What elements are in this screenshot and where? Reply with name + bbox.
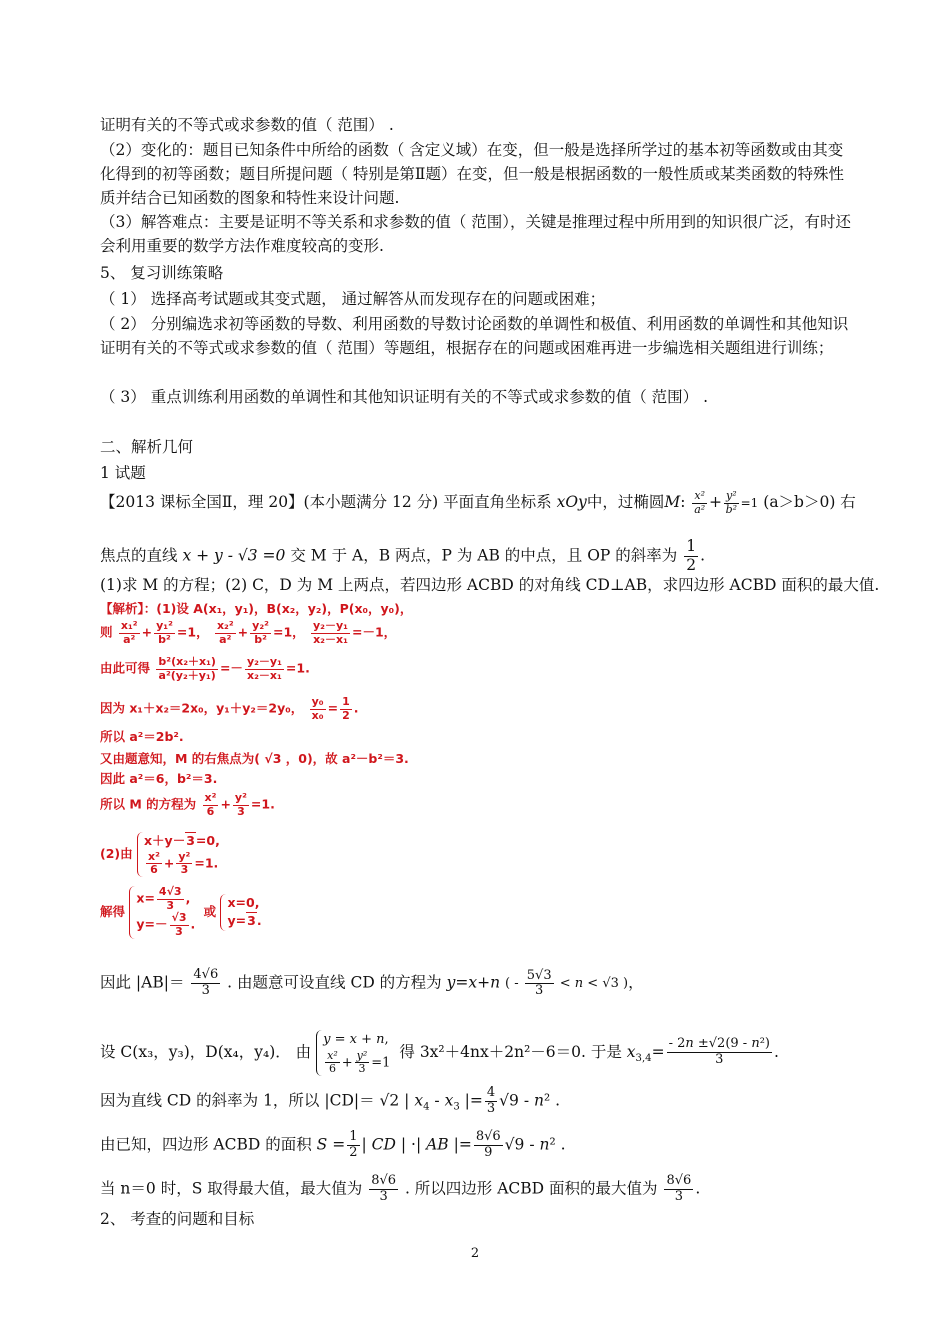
question-parts: (1)求 M 的方程；(2) C，D 为 M 上两点，若四边形 ACBD 的对角线 CD⊥AB，求四边形 ACBD 面积的最大值. bbox=[100, 576, 880, 594]
solution-text: 则 bbox=[100, 624, 113, 640]
solution-line: 由此可得 $\frac{\text{b²(x₂＋x₁)}}{\text{a²(y₂＋y₁)}}$ =－ $\frac{\text{y₂－y₁}}{\text{x₂－x₁}}$ =1. bbox=[100, 655, 310, 682]
solution-line: 所以 M 的方程为 $\frac{\text{x²}}{6}$ + $\frac{\text{y²}}{3}$ =1. bbox=[100, 791, 275, 818]
question-text: 焦点的直线 bbox=[100, 546, 178, 565]
solution-text: 因为 x₁＋x₂＝2x₀，y₁＋y₂＝2y₀， bbox=[100, 700, 304, 716]
strategy-item: （ 3） 重点训练利用函数的单调性和其他知识证明有关的不等式或求参数的值（ 范围） . bbox=[100, 388, 708, 406]
section-heading: 2、 考查的问题和目标 bbox=[100, 1210, 255, 1228]
section-heading: 5、 复习训练策略 bbox=[100, 264, 224, 282]
question-text: 交 M 于 A，B 两点，P 为 AB 的中点，且 OP 的斜率为 bbox=[290, 546, 678, 565]
ellipse-condition: (a＞b＞0) 右 bbox=[763, 493, 856, 512]
solution-text: ：(1)设 A(x₁，y₁)，B(x₂，y₂)，P(x₀，y₀)， bbox=[143, 601, 413, 616]
ellipse-frac-y: $\frac{\text{y²}}{\text{b²}}$ bbox=[725, 489, 738, 516]
solution-line: 因此 a²＝6，b²＝3. bbox=[100, 771, 218, 786]
slope-fraction: $\frac{1}{2}$ bbox=[686, 537, 697, 574]
solution-line: 当 n＝0 时，S 取得最大值，最大值为 $\frac{8√6}{3}$ . 所以四边形 ACBD 面积的最大值为 $\frac{8√6}{3}$ . bbox=[100, 1173, 701, 1204]
solution-line: 因此 |AB|＝ $\frac{4√6}{3}$ . 由题意可设直线 CD 的方程为 y=x+n ( - $\frac{5√3}{3}$ < n < √3 )， bbox=[100, 967, 644, 999]
question-line: 【2013 课标全国Ⅱ，理 20】(本小题满分 12 分) 平面直角坐标系 xOy中，过椭圆M: $\frac{\text{x²}}{\text{a²}}$ + $\frac{\text{y²}}{\text{b²}}$ =1 (a＞b＞0) 右 bbox=[100, 489, 856, 516]
ellipse-frac-x: $\frac{\text{x²}}{\text{a²}}$ bbox=[694, 489, 706, 516]
solution-text: . 由题意可设直线 CD 的方程为 bbox=[227, 973, 442, 992]
solution-text: 设 C(x₃，y₃)，D(x₄，y₄)． 由 bbox=[100, 1042, 312, 1061]
solution-line bbox=[100, 598, 412, 620]
solution-line: 则 $\frac{\text{x₁²}}{\text{a²}}$ + $\frac{\text{y₁²}}{\text{b²}}$ =1， $\frac{\text{x₂²}}{\text{a²}}$ + $\frac{\text{y₂²}}{\text{b²}}$ =1， $\frac{\text{y₂－y₁}}{\text{x₂－x₁}}$ =－1， bbox=[100, 619, 397, 646]
question-text: 中，过椭圆 bbox=[586, 493, 665, 512]
text-line: 证明有关的不等式或求参数的值（ 范围） . bbox=[100, 116, 394, 134]
solution-line: (2)由 x＋y－3=0, $\frac{\text{x²}}{6}$ + $\frac{\text{y²}}{3}$ =1. bbox=[100, 832, 224, 877]
strategy-item: （ 2） 分别编选求初等函数的导数、利用函数的导数讨论函数的单调性和极值、利用函数的单调性和其他知识证明有关的不等式或求参数的值（ 范围）等题组，根据存在的问题或困难再进一步编选相关题组进行训练； bbox=[100, 315, 849, 357]
page-number: 2 bbox=[470, 1246, 480, 1261]
solution-text: 解得 bbox=[100, 903, 126, 919]
line-equation: x + y - √3 =0 bbox=[182, 546, 286, 565]
solution-text: 所以 M 的方程为 bbox=[100, 796, 197, 812]
solution-text: 因为直线 CD 的斜率为 1，所以 |CD|＝ bbox=[100, 1091, 375, 1110]
solution-text: 因此 |AB|＝ bbox=[100, 973, 185, 992]
question-source: 【2013 课标全国Ⅱ，理 20】(本小题满分 12 分) 平面直角坐标系 bbox=[100, 493, 552, 512]
solution-text: 得 3x²＋4nx＋2n²－6＝0. 于是 bbox=[399, 1042, 622, 1061]
solution-line: 因为 x₁＋x₂＝2x₀，y₁＋y₂＝2y₀， $\frac{\text{y₀}}{\text{x₀}}$ = $\frac{1}{2}$ . bbox=[100, 695, 359, 722]
subsection-heading: 1 试题 bbox=[100, 464, 146, 482]
question-line: 焦点的直线 x + y - √3 =0 交 M 于 A，B 两点，P 为 AB 的中点，且 OP 的斜率为 $\frac{1}{2}$ . bbox=[100, 537, 706, 574]
strategy-item: （ 1） 选择高考试题或其变式题， 通过解答从而发现存在的问题或困难； bbox=[100, 290, 606, 308]
solution-line: 又由题意知，M 的右焦点为( √3 ，0)，故 a²－b²＝3. bbox=[100, 751, 409, 766]
solution-text: 当 n＝0 时，S 取得最大值，最大值为 bbox=[100, 1179, 363, 1198]
section-heading: 二、解析几何 bbox=[100, 438, 194, 456]
solution-line: 因为直线 CD 的斜率为 1，所以 |CD|＝ √2 | $x_4 - x_3$ |= $\frac{4}{3}$ √9 - n² . bbox=[100, 1085, 561, 1116]
solution-text: (2)由 bbox=[100, 846, 133, 862]
solution-text: 或 bbox=[203, 903, 217, 919]
solution-text: 由此可得 bbox=[100, 660, 151, 676]
solution-tag: 【解析】 bbox=[100, 601, 144, 616]
paragraph-difficulty: （3）解答难点：主要是证明不等关系和求参数的值（ 范围），关键是推理过程中所用到的知识很广泛，有时还会利用重要的数学方法作难度较高的变形. bbox=[100, 213, 852, 255]
paragraph-change: （2）变化的：题目已知条件中所给的函数（ 含定义域）在变，但一般是选择所学过的基本初等函数或由其变化得到的初等函数；题目所提问题（ 特别是第Ⅱ题）在变，但一般是根据函数的一般性质或某类函数的特殊性质并结合已知函数的图象和特性来设计问题. bbox=[100, 141, 844, 207]
solution-text: 由已知，四边形 ACBD 的面积 bbox=[100, 1135, 312, 1154]
solution-line: 设 C(x₃，y₃)，D(x₄，y₄)． 由 y = x + n, $\frac{\text{x²}}{6}$ + $\frac{\text{y²}}{3}$ =1 得 3x²＋4nx＋2n²－6＝0. 于是 $x_{3,4}=$ $\frac{\text{- 2n ±√2(9 - n²)}}{3}$ . bbox=[100, 1032, 779, 1076]
solution-line: 解得 x= $\frac{4√3}{3}$ , y=－ $\frac{√3}{3}$ . 或 x=0, y=3. bbox=[100, 886, 266, 939]
ellipse-name: M bbox=[664, 493, 681, 512]
solution-text: . 所以四边形 ACBD 面积的最大值为 bbox=[404, 1179, 658, 1198]
solution-line: 由已知，四边形 ACBD 的面积 S = $\frac{1}{2}$ | CD | ·| AB |= $\frac{8√6}{9}$ √9 - n² . bbox=[100, 1129, 566, 1160]
coord-system: xOy bbox=[556, 493, 587, 512]
solution-line: 所以 a²＝2b². bbox=[100, 729, 184, 744]
